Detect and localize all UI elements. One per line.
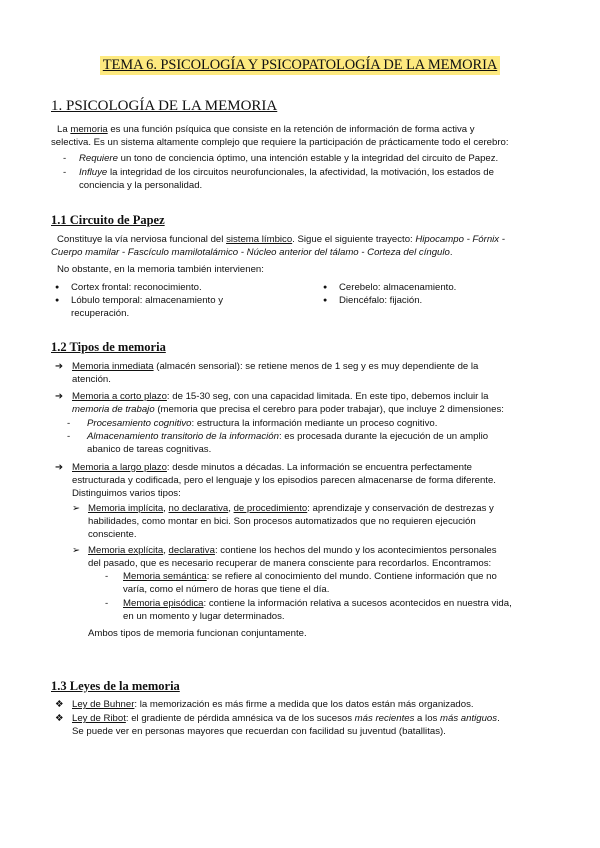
title-block [0,56,600,75]
arrow-marker: ➔ [55,361,64,372]
closing-line: Ambos tipos de memoria funcionan conjuntamente. [88,628,307,639]
memoria-semantica-line-2: varía, como el número de horas que tiene el día. [123,584,330,595]
bullet-dot: ● [55,284,60,291]
bullet-dot: ● [323,284,328,291]
section-1-1-heading: 1.1 Circuito de Papez [51,213,165,227]
triangle-marker: ➢ [72,503,81,514]
list-lobulo-temporal: Lóbulo temporal: almacenamiento y [71,295,223,306]
bullet-influye: Influye la integridad de los circuitos neurofuncionales, la afectividad, la motivación, los estados de [79,167,494,178]
memoria-corto-plazo: Memoria a corto plazo: de 15-30 seg, con una capacidad limitada. En este tipo, debemos incluir la [72,391,489,402]
bullet-requiere: Requiere un tono de conciencia óptimo, una intención estable y la integridad del circuito de Papez. [79,153,499,164]
dash-marker: - [105,598,109,609]
memoria-inmediata-line-2: atención. [72,374,111,385]
dash-marker: - [67,431,71,442]
ley-de-ribot-line-2: Se puede ver en personas mayores que recuerdan con facilidad su juventud (batallitas). [72,726,446,737]
memoria-corto-plazo-line-2: memoria de trabajo (memoria que precisa el cerebro para poder trabajar), que incluye 2 dimensiones: [72,404,504,415]
memoria-episodica: Memoria episódica: contiene la información relativa a sucesos acontecidos en nuestra vida, [123,598,512,609]
bullet-influye-line-2: conciencia y la personalidad. [79,180,203,191]
dash-marker: - [63,153,67,164]
section-1-2-heading: 1.2 Tipos de memoria [51,340,166,354]
bullet-dot: ● [323,297,328,304]
memoria-explicita-line-2: del pasado, que es necesario recuperar de manera consciente para recordarlos. Encontramos: [88,558,492,569]
diamond-marker: ❖ [55,713,64,724]
list-cortex-frontal: Cortex frontal: reconocimiento. [71,282,202,293]
memoria-inmediata: Memoria inmediata (almacén sensorial): se retiene menos de 1 seg y es muy dependiente de la [72,361,479,372]
intro-line-2: selectiva. Es un sistema altamente complejo que requiere la participación de prácticamente todo el cerebro: [51,137,509,148]
section-1-3-heading: 1.3 Leyes de la memoria [51,679,180,693]
almacenamiento-transitorio: Almacenamiento transitorio de la información: es procesada durante la ejecución de un amplio [87,431,489,442]
memoria-implicita-line-2: habilidades, como montar en bici. Son procesos automatizados que no requieren ejecución [88,516,476,527]
list-diencefalo: Diencéfalo: fijación. [339,295,423,306]
papez-line-1: Constituye la vía nerviosa funcional del sistema límbico. Sigue el siguiente trayecto: Hipocampo - Fórnix - [57,234,505,245]
list-cerebelo: Cerebelo: almacenamiento. [339,282,457,293]
almacenamiento-transitorio-line-2: abanico de tareas cognitivas. [87,444,212,455]
dash-marker: - [67,418,71,429]
memoria-largo-plazo-line-3: Distinguimos varios tipos: [72,488,181,499]
dash-marker: - [63,167,67,178]
dash-marker: - [105,571,109,582]
memoria-episodica-line-2: en un momento y lugar determinados. [123,611,285,622]
memoria-explicita: Memoria explícita, declarativa: contiene los hechos del mundo y los acontecimientos personales [88,545,497,556]
bullet-dot: ● [55,297,60,304]
diamond-marker: ❖ [55,699,64,710]
intro-line-1: La memoria es una función psíquica que consiste en la retención de información de forma activa y [57,124,475,135]
document-title: TEMA 6. PSICOLOGÍA Y PSICOPATOLOGÍA DE LA MEMORIA [100,56,500,75]
arrow-marker: ➔ [55,391,64,402]
procesamiento-cognitivo: Procesamiento cognitivo: estructura la información mediante un proceso cognitivo. [87,418,438,429]
memoria-implicita-line-3: consciente. [88,529,137,540]
memoria-semantica: Memoria semántica: se refiere al conocimiento del mundo. Contiene información que no [123,571,497,582]
ley-de-ribot: Ley de Ribot: el gradiente de pérdida amnésica va de los sucesos más recientes a los más antiguos. [72,713,500,724]
memoria-largo-plazo: Memoria a largo plazo: desde minutos a décadas. La información se encuentra perfectamente [72,462,472,473]
section-1-heading: 1. PSICOLOGÍA DE LA MEMORIA [51,98,278,114]
list-lobulo-temporal-line-2: recuperación. [71,308,130,319]
arrow-marker: ➔ [55,462,64,473]
memoria-largo-plazo-line-2: estructurada y codificada, pero el lenguaje y los episodios parecen almacenarse de forma diferente. [72,475,496,486]
memoria-implicita: Memoria implícita, no declarativa, de procedimiento: aprendizaje y conservación de destrezas y [88,503,494,514]
papez-line-3: No obstante, en la memoria también intervienen: [57,264,264,275]
papez-line-2: Cuerpo mamilar - Fascículo mamilotalámico - Núcleo anterior del tálamo - Corteza del cíngulo. [51,247,453,258]
ley-de-buhner: Ley de Buhner: la memorización es más firme a medida que los datos están más organizados. [72,699,474,710]
triangle-marker: ➢ [72,545,81,556]
